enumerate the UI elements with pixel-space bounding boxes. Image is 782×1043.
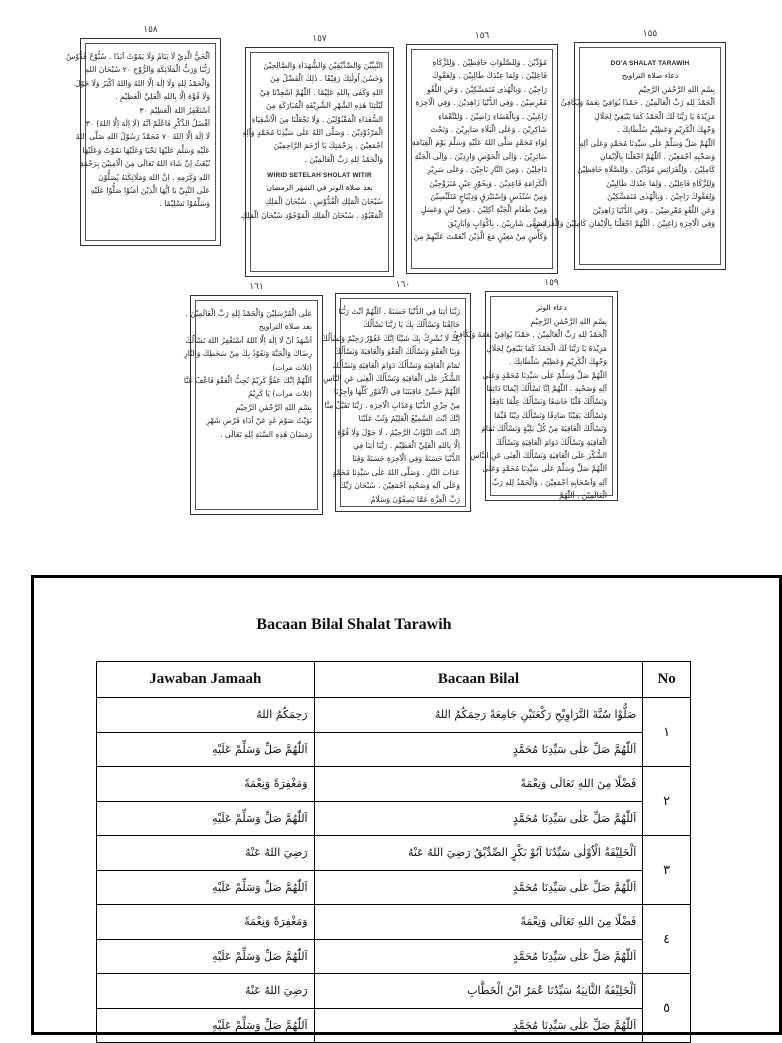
text-line: النَّبِيِّيْنَ وَالصِّدِّيْقِيْنَ وَالشُّهَدَاءِ وَالصَّالِحِيْنَ <box>263 61 383 70</box>
page-body <box>452 296 613 501</box>
cell-jawaban: رَضِيَ اللهُ عَنْهُ <box>97 836 315 871</box>
table-row <box>97 1008 691 1043</box>
book-page-155 <box>533 29 726 270</box>
cell-jawaban: اَللّٰهُمَّ صَلِّ وَسَلِّمْ عَلَيْهِ <box>97 1008 315 1043</box>
text-line: بِسْمِ اللهِ الرَّحْمٰنِ الرَّحِيْمِ <box>530 317 607 326</box>
text-line: لِوَاءِ مُحَمَّدٍ صَلَّى اللهُ عَلَيْهِ وَسَلَّمَ يَوْمَ الْقِيَامَةِ <box>411 138 547 148</box>
cell-bacaan: اَللّٰهُمَّ صَلِّ عَلٰى سَيِّدِنَا مُحَمَّدٍ <box>314 1008 643 1043</box>
page-number: ١٦١ <box>249 282 264 292</box>
text-line: السُّعَدَاءِ الْمَقْبُوْلِيْنَ . وَلَا تَجْعَلْنَا مِنَ الْاَشْقِيَاءِ <box>251 114 383 124</box>
text-line: وَسَلِّمُوْا تَسْلِيْمًا . <box>159 199 210 209</box>
book-page-160 <box>321 280 471 512</box>
table-body <box>97 698 691 1043</box>
text-line: (ثلاث مرات) يَا كَرِيْمُ <box>248 389 312 399</box>
cell-jawaban: اَللّٰهُمَّ صَلِّ وَسَلِّمْ عَلَيْهِ <box>97 870 315 905</box>
page-body <box>411 49 553 269</box>
text-line: الشُّكْرَ عَلَى الْعَافِيَةِ وَنَسْأَلُكَ الْغِنٰى عَنِ النَّاسِ <box>323 374 460 384</box>
text-line: اَفْضَلُ الذِّكْرِ فَاعْلَمْ اَنَّهُ (لَا اِلٰهَ اِلَّا اللهُ) ٣٠ <box>85 119 210 129</box>
book-page-156 <box>406 31 558 274</box>
text-line: وَجْهِكَ الْكَرِيْمِ وَعَظِيْمِ سُلْطَانِكَ . <box>508 357 607 367</box>
text-line: لَا اِلٰهَ اِلَّا اللهُ ٧٠ مُحَمَّدٌ رَسُوْلُ اللهِ صَلَّى اللهُ <box>75 132 210 142</box>
text-line: وَنَسْأَلُكَ يَقِيْنًا صَادِقًا وَنَسْأَلُكَ دِيْنًا قَيِّمًا <box>494 410 607 420</box>
text-line: رَبُّنَا وَرَبُّ الْمَلَائِكَةِ وَالرُّوْحِ ٢٠ سُبْحَانَ اللهِ <box>85 65 210 75</box>
cell-bacaan: فَضْلًا مِنَ اللهِ تَعَالَى وَنِعْمَةً <box>314 905 643 940</box>
text-line: آلِهِ وَاَصْحَابِهِ اَجْمَعِيْنَ . وَالْحَمْدُ لِلهِ رَبِّ <box>491 477 607 487</box>
text-line: رَاغِبِيْنَ . وَبِالْقَضَاءِ رَاضِيْنَ . وَلِلنَّعْمَاءِ <box>438 111 547 121</box>
page-body <box>321 298 466 507</box>
text-line: اَللّٰهُمَّ صَلِّ وَسَلِّمْ عَلٰى سَيِّدِنَا مُحَمَّدٍ وَعَلٰى <box>482 464 607 474</box>
page-number: ١٥٩ <box>544 278 559 288</box>
page-heading-arabic: دعاء صلاة التراويح <box>621 71 679 80</box>
page-body <box>240 52 389 272</box>
bilal-title: Bacaan Bilal Shalat Tarawih <box>256 616 452 633</box>
text-line: اَلْحَمْدُ لِلهِ رَبِّ الْعَالَمِيْنَ . حَمْدًا يُوَافِيْ نِعَمَهُ وَيُكَافِئُ <box>452 330 607 340</box>
cell-bacaan: اَللّٰهُمَّ صَلِّ عَلٰى سَيِّدِنَا مُحَمَّدٍ <box>314 732 643 767</box>
text-line: سَائِرِيْنَ . وَاِلَى الْحَوْضِ وَارِدِيْنَ . وَاِلَى الْجَنَّةِ <box>414 151 547 161</box>
cell-bacaan: اَللّٰهُمَّ صَلِّ عَلٰى سَيِّدِنَا مُحَمَّدٍ <box>314 801 643 836</box>
bilal-table-panel <box>31 575 782 1035</box>
page-heading-latin: DO'A SHALAT TARAWIH <box>610 60 690 67</box>
text-line: اللهِ وَكَرَمِهِ . اِنَّ اللهَ وَمَلَائِكَتَهُ يُصَلُّوْنَ <box>98 172 210 182</box>
text-line: مُعْرِضِيْنَ . وَفِي الدُّنْيَا زَاهِدِيْنَ . وَفِي الْآخِرَةِ <box>415 98 547 108</box>
text-line: نُبْعَثُ اِنْ شَاءَ اللهُ تَعَالَى مِنَ الْآمِنِيْنَ بِرَحْمَةِ <box>79 159 210 169</box>
cell-no: ٥ <box>643 974 691 1043</box>
page-number: ١٥٨ <box>143 25 158 35</box>
page-body <box>183 300 318 510</box>
text-line: وَحَسُنَ اُولٰئِكَ رَفِيْقًا . ذٰلِكَ الْفَضْلُ مِنَ <box>270 74 383 84</box>
text-line: وَالْحَمْدُ لِلهِ وَلَا اِلٰهَ اِلَّا اللهُ وَاللهُ اَكْبَرُ وَلَا حَوْلَ <box>75 78 210 88</box>
cell-jawaban: وَمَغْفِرَةً وَنِعْمَةً <box>97 905 315 940</box>
text-line: اِنَّكَ اَنْتَ التَّوَّابُ الرَّحِيْمُ . لَا حَوْلَ وَلَا قُوَّةَ <box>337 427 460 437</box>
cell-jawaban: اَللّٰهُمَّ صَلِّ وَسَلِّمْ عَلَيْهِ <box>97 801 315 836</box>
text-line: وَصَحْبِهِ اَجْمَعِيْنَ . اَللّٰهُمَّ اجْعَلْنَا بِالْاِيْمَانِ <box>599 152 715 162</box>
page-heading-arabic: دعاء الوتر <box>536 303 567 312</box>
text-line: مَزِيْدَهُ يَا رَبَّنَا لَكَ الْحَمْدُ كَمَا يَنْبَغِيْ لِجَلَالِ <box>594 111 715 121</box>
text-line: اَللّٰهُمَّ اِنَّكَ عَفُوٌّ كَرِيْمٌ تُحِبُّ الْعَفْوَ فَاعْفُ عَنَّا <box>183 376 312 386</box>
book-page-158 <box>66 25 221 246</box>
text-line: بعد صلاة التراويح <box>258 322 312 332</box>
cell-bacaan: اَللّٰهُمَّ صَلِّ عَلٰى سَيِّدِنَا مُحَمَّدٍ <box>314 939 643 974</box>
table-row <box>97 905 691 940</box>
text-line: عَذَابَ النَّارِ . وَصَلَّى اللهُ عَلٰى سَيِّدِنَا مُحَمَّدٍ <box>332 467 460 477</box>
text-line: اَللّٰهُمَّ صَلِّ وَسَلِّمْ عَلٰى سَيِّدِنَا مُحَمَّدٍ وَعَلٰى آلِهِ <box>579 138 715 148</box>
text-line: عَلَيْهِ وَسَلَّمَ عَلَيْهَا نَحْيَا وَعَلَيْهَا نَمُوْتُ وَعَلَيْهَا <box>82 145 210 155</box>
text-line: بِسْمِ اللهِ الرَّحْمٰنِ الرَّحِيْمِ <box>235 402 312 412</box>
text-line: اَللّٰهُمَّ حَسِّنْ عَاقِبَتَنَا فِي الْاُمُوْرِ كُلِّهَا وَاَجِرْنَا <box>334 387 460 397</box>
text-line: اَللّٰهُمَّ صَلِّ وَسَلِّمْ عَلٰى سَيِّدِنَا مُحَمَّدٍ وَعَلٰى <box>482 370 607 380</box>
page-number: ١٦٠ <box>395 280 411 290</box>
text-line: الْمَرْدُوْدِيْنَ . وَصَلَّى اللهُ عَلٰى سَيِّدِنَا مُحَمَّدٍ وَآلِهِ <box>242 128 383 138</box>
cell-jawaban: رَضِيَ اللهُ عَنْهُ <box>97 974 315 1009</box>
bilal-table <box>96 661 691 1043</box>
text-line: اَجْمَعِيْنَ . بِرَحْمَتِكَ يَا اَرْحَمَ الرَّاحِمِيْنَ <box>273 141 383 151</box>
text-line: اَشْهَدُ اَنْ لَا اِلٰهَ اِلَّا اللهُ اَسْتَغْفِرُ اللهَ نَسْأَلُكَ <box>185 335 312 345</box>
text-line: وَنَسْأَلُكَ قَلْبًا خَاشِعًا وَنَسْأَلُكَ عِلْمًا نَافِعًا <box>489 397 607 407</box>
text-line: الْعَالَمِيْنَ . اَللّٰهُمَّ <box>559 491 607 501</box>
text-line: وَلِلزَّكَاةِ فَاعِلِيْنَ . وَلِمَا عِنْدَكَ طَالِبِيْنَ <box>606 178 715 188</box>
text-line: عَلَى الْمُرْسَلِيْنَ وَالْحَمْدُ لِلهِ رَبِّ الْعَالَمِيْنَ . <box>185 309 312 318</box>
text-line: مُؤَدِّيْنَ . وَلِلصَّلَوَاتِ حَافِظِيْنَ . وَلِلزَّكَاةِ <box>432 58 547 67</box>
text-line: تَمَامَ الْعَافِيَةِ وَنَسْأَلُكَ دَوَامَ الْعَافِيَةِ وَنَسْأَلُكَ <box>332 360 460 370</box>
table-row <box>97 767 691 802</box>
cell-no: ٤ <box>643 905 691 974</box>
text-line: شَاكِرِيْنَ . وَعَلَى الْبَلَاءِ صَابِرِيْنَ . وَتَحْتَ <box>430 125 547 135</box>
cell-bacaan: اَللّٰهُمَّ صَلِّ عَلٰى سَيِّدِنَا مُحَمَّدٍ <box>314 870 643 905</box>
text-line: لَيْلَتِنَا هٰذِهِ الشَّهْرِ الشَّرِيْفَةِ الْمُبَارَكَةِ مِنَ <box>266 101 383 111</box>
text-line: خَالِقُنَا وَنَسْأَلُكَ بِكَ يَا رَبَّنَا نَسْأَلُكَ <box>363 320 460 330</box>
cell-jawaban: اَللّٰهُمَّ صَلِّ وَسَلِّمْ عَلَيْهِ <box>97 939 315 974</box>
page-body <box>66 43 216 241</box>
cell-bacaan: اَلْخَلِيْفَةُ الْاُوْلٰى سَيِّدُنَا اَبُوْ بَكْرٍ الصِّدِّيْقُ رَضِيَ اللهُ عَنْهُ <box>314 836 643 871</box>
text-line: مِنْ خِزْيِ الدُّنْيَا وَعَذَابِ الْآخِرَةِ . رَبَّنَا تَقَبَّلْ مِنَّا <box>324 400 460 410</box>
header-jawaban-jamaah: Jawaban Jamaah <box>97 662 315 698</box>
text-line: وَفِي الْآخِرَةِ رَاغِبِيْنَ . اَللّٰهُمَّ اجْعَلْنَا بِالْاِيْمَانِ كَامِلِيْنَ وَلِلْفَرَائِضِ <box>533 219 715 229</box>
text-line: اَلْحَمْدُ لِلهِ رَبِّ الْعَالَمِيْنَ . حَمْدًا يُوَافِيْ نِعَمَهُ وَيُكَافِئُ <box>560 98 715 108</box>
cell-jawaban: وَمَغْفِرَةً وَنِعْمَةً <box>97 767 315 802</box>
text-line: (ثلاث مرات) <box>272 362 312 372</box>
text-line: بِكَ لَا نُشْرِكُ بِكَ شَيْئًا اِنَّكَ غَفُوْرٌ رَحِيْمٌ وَنَسْأَلُكَ <box>321 333 460 343</box>
text-line: رَبَّنَا اٰتِنَا فِي الدُّنْيَا حَسَنَةً . اَللّٰهُمَّ اَنْتَ رَبُّنَا <box>338 307 460 316</box>
text-line: سُبْحَانَ الْمَلِكِ الْقُدُّوْسِ . سُبْحَانَ الْمَلِكِ <box>264 197 383 207</box>
cell-no: ١ <box>643 698 691 767</box>
text-line: وَبِنَا الْعَفْوَ وَنَسْأَلُكَ الْعَفْوَ وَالْعَافِيَةَ وَنَسْأَلُكَ <box>334 347 460 357</box>
text-line: دَاخِلِيْنَ . وَمِنَ النَّارِ نَاجِيْنَ . وَعَلَى سَرِيْرِ <box>427 165 547 175</box>
cell-no: ٢ <box>643 767 691 836</box>
cell-jawaban: اَللّٰهُمَّ صَلِّ وَسَلِّمْ عَلَيْهِ <box>97 732 315 767</box>
text-line: وَلَا قُوَّةَ اِلَّا بِاللهِ الْعَلِيِّ الْعَظِيْمِ . <box>115 92 210 102</box>
page-heading-arabic: بعد صلاة الوتر في الشهر الرمضان <box>266 183 373 193</box>
text-line: رَبِّ الْعِزَّةِ عَمَّا يَصِفُوْنَ وَسَلَامٌ <box>370 494 460 504</box>
text-line: اِنَّكَ اَنْتَ السَّمِيْعُ الْعَلِيْمُ وَتُبْ عَلَيْنَا <box>358 414 460 424</box>
cell-bacaan: صَلُّوْا سُنَّةَ التَّرَاوِيْحِ رَكْعَتَيْنِ جَامِعَةً رَحِمَكُمُ اللهُ <box>314 698 643 733</box>
text-line: وَعَلٰى آلِهِ وَصَحْبِهِ اَجْمَعِيْنَ . سُبْحَانَ رَبِّكَ <box>339 481 460 491</box>
text-line: وَلِعَفْوِكَ رَاجِيْنَ . وَبِالْهُدٰى مُتَمَسِّكِيْنَ <box>607 192 715 202</box>
table-row <box>97 698 691 733</box>
text-line: رِضَاكَ وَالْجَنَّةَ وَنَعُوْذُ بِكَ مِنْ سَخَطِكَ وَالنَّارِ <box>184 349 312 359</box>
table-header-row <box>97 662 691 698</box>
table-row <box>97 732 691 767</box>
page-heading-latin: WIRID SETELAH SHOLAT WITIR <box>267 172 372 180</box>
page-number: ١٥٧ <box>312 34 327 44</box>
text-line: وَكَأْسٍ مِنْ مَعِيْنٍ مَعَ الَّذِيْنَ اَنْعَمْتَ عَلَيْهِمْ مِنَ <box>413 232 547 242</box>
text-line: وَمِنْ طَعَامِ الْجَنَّةِ آكِلِيْنَ . وَمِنْ لَبَنٍ وَعَسَلٍ <box>420 205 547 215</box>
text-line: الْكَرَامَةِ قَاعِدِيْنَ . وَبِحُوْرٍ عِيْنٍ مُتَزَوِّجِيْنَ <box>429 178 547 188</box>
page-number: ١٥٦ <box>474 31 490 41</box>
text-line: الشُّكْرَ عَلَى الْعَافِيَةِ وَنَسْأَلُكَ الْغِنٰى عَنِ النَّاسِ <box>470 451 607 461</box>
cell-jawaban: رَحِمَكُمُ اللهُ <box>97 698 315 733</box>
book-page-159 <box>452 278 618 501</box>
text-line: فَاعِلِيْنَ . وَلِمَا عِنْدَكَ طَالِبِيْنَ . وَلِعَفْوِكَ <box>432 71 547 81</box>
header-bacaan-bilal: Bacaan Bilal <box>314 662 643 698</box>
text-line: مُصَفًّى شَارِبِيْنَ . بِاَكْوَابٍ وَاَبَارِيْقَ <box>448 218 547 228</box>
cell-bacaan: اَلْخَلِيْفَةُ الثَّانِيَةُ سَيِّدُنَا عُمَرُ ابْنُ الْخَطَّابِ <box>314 974 643 1009</box>
text-line: مَزِيْدَهُ يَا رَبَّنَا لَكَ الْحَمْدُ كَمَا يَنْبَغِيْ لِجَلَالِ <box>486 343 607 353</box>
text-line: وَجْهِكَ الْكَرِيْمِ وَعَظِيْمِ سُلْطَانِكَ . <box>616 125 715 135</box>
text-line: الدُّنْيَا حَسَنَةً وَفِي الْآخِرَةِ حَسَنَةً وَقِنَا <box>352 454 460 464</box>
text-line: رَاجِيْنَ . وَبِالْهُدٰى مُتَمَسِّكِيْنَ . وَعَنِ اللَّغْوِ <box>427 84 547 94</box>
table-row <box>97 836 691 871</box>
text-line: وَعَنِ اللَّغْوِ مُعْرِضِيْنَ . وَفِي الدُّنْيَا زَاهِدِيْنَ <box>592 205 715 215</box>
table-row <box>97 939 691 974</box>
text-line: كَامِلِيْنَ . وَلِلْفَرَائِضِ مُؤَدِّيْنَ . وَلِلصَّلَاةِ حَافِظِيْنَ <box>577 165 715 175</box>
text-line: عَلَى النَّبِيِّ يَا اَيُّهَا الَّذِيْنَ اٰمَنُوْا صَلُّوْا عَلَيْهِ <box>90 186 210 196</box>
text-line: الْعَافِيَةِ وَنَسْأَلُكَ دَوَامَ الْعَافِيَةِ وَنَسْأَلُكَ <box>495 437 607 447</box>
text-line: آلِهِ وَصَحْبِهِ . اَللّٰهُمَّ اِنَّا نَسْأَلُكَ اِيْمَانًا دَائِمًا <box>486 384 607 394</box>
header-no: No <box>643 662 691 698</box>
text-line: وَمِنْ سُنْدُسٍ وَاِسْتَبْرَقٍ وَدِيْبَاجٍ مُتَلَبِّسِيْنَ <box>430 192 547 202</box>
text-line: اَسْتَغْفِرُ اللهَ الْعَظِيْمَ ٣٠ <box>139 105 210 115</box>
cell-bacaan: فَضْلًا مِنَ اللهِ تَعَالَى وَنِعْمَةً <box>314 767 643 802</box>
page-body <box>533 47 721 265</box>
page-number: ١٥٥ <box>642 29 658 39</box>
text-line: اَلْحَيُّ الَّذِيْ لَا يَنَامُ وَلَا يَمُوْتُ اَبَدًا . سُبُّوْحٌ قُدُّوْسٌ <box>66 52 210 61</box>
book-page-161 <box>183 282 323 515</box>
text-line: وَنَسْأَلُكَ الْعَافِيَةَ مِنْ كُلِّ بَلِيَّةٍ وَنَسْأَلُكَ تَمَامَ <box>481 424 607 434</box>
text-line: رَمَضَانَ هٰذِهِ السَّنَةِ لِلهِ تَعَالَى . <box>220 429 312 439</box>
table-row <box>97 974 691 1009</box>
text-line: بِسْمِ اللهِ الرَّحْمٰنِ الرَّحِيْمِ <box>638 85 715 94</box>
text-line: اللهِ وَكَفَى بِاللهِ عَلِيْمًا . اَللّٰهُمَّ اسْعِدْنَا فِيْ <box>259 87 383 97</box>
table-row <box>97 801 691 836</box>
book-page-157 <box>240 34 394 277</box>
text-line: اِلَّا بِاللهِ الْعَلِيِّ الْعَظِيْمِ . رَبَّنَا اٰتِنَا فِي <box>353 441 460 451</box>
table-row <box>97 870 691 905</box>
text-line: الْمَعْبُوْدِ . سُبْحَانَ الْمَلِكِ الْمَوْجُوْدِ سُبْحَانَ الْمَلِكِ <box>240 210 383 220</box>
cell-no: ٣ <box>643 836 691 905</box>
text-line: نَوَيْتُ صَوْمَ غَدٍ عَنْ اَدَاءِ فَرْضِ شَهْرِ <box>206 416 312 426</box>
text-line: وَالْحَمْدُ لِلهِ رَبِّ الْعَالَمِيْنَ . <box>304 154 383 164</box>
